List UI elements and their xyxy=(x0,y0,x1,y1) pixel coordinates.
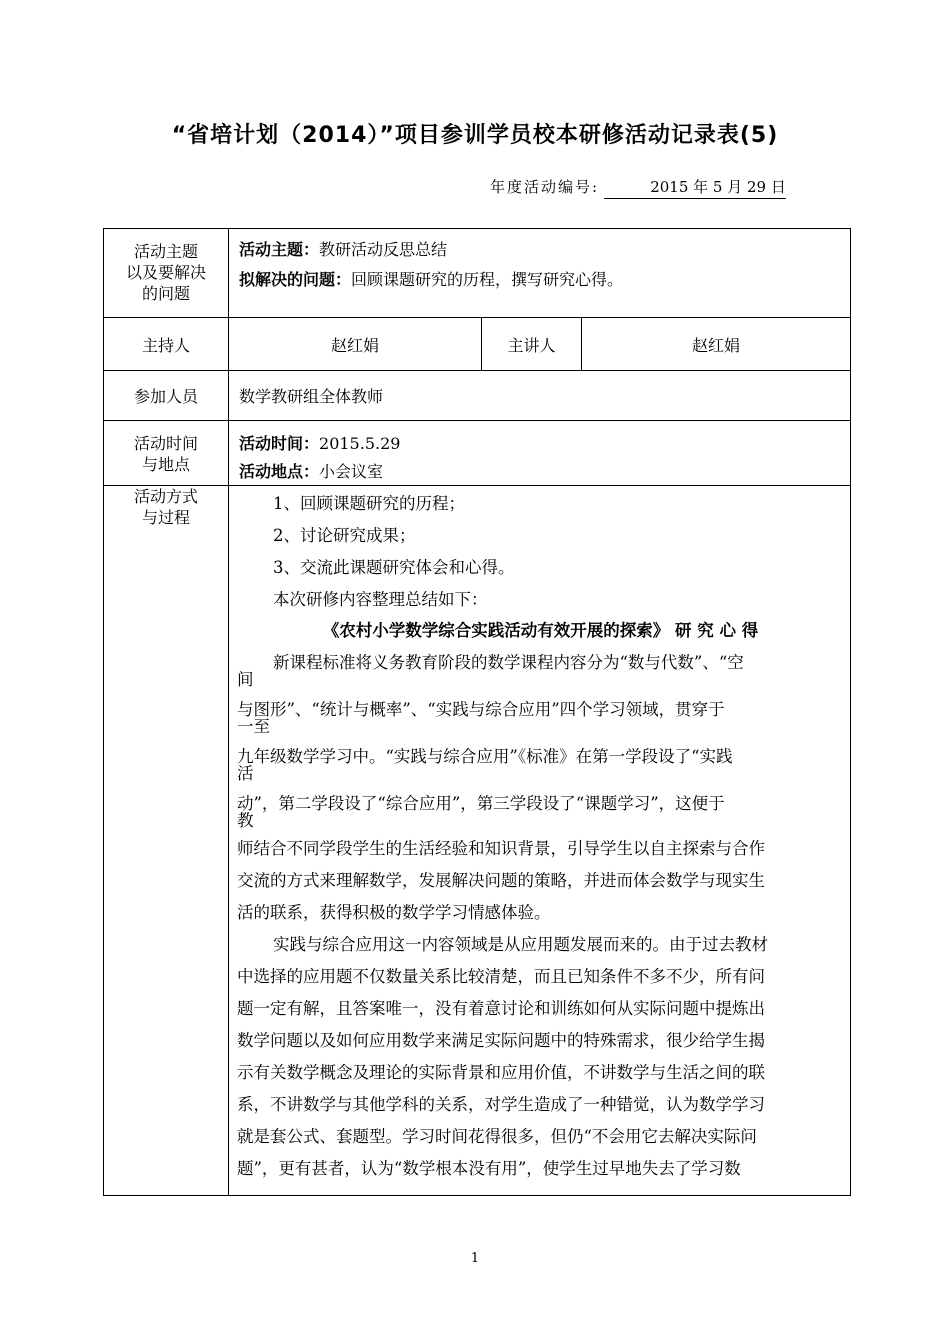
process-content-cell xyxy=(229,486,851,1196)
process-row xyxy=(104,486,851,1196)
problem-key: 拟解决的问题： xyxy=(239,270,352,289)
document-title: “省培计划（2014）”项目参训学员校本研修活动记录表(5) xyxy=(171,123,779,148)
p1-line-1: 新课程标准将义务教育阶段的数学课程内容分为“数与代数”、“空 xyxy=(273,653,744,672)
p1-line-7: 动”，第二学段设了“综合应用”，第三学段设了“课题学习”，这便于 xyxy=(237,794,725,813)
p1-line-5: 九年级数学学习中。“实践与综合应用”《标准》在第一学段设了“实践 xyxy=(237,747,733,766)
process-label-line-2: 与过程 xyxy=(141,508,190,527)
page-number: 1 xyxy=(470,1251,480,1266)
participants-label: 参加人员 xyxy=(104,371,229,421)
p1-line-8: 教 xyxy=(237,811,254,830)
problem-value: 回顾课题研究的历程，撰写研究心得。 xyxy=(351,270,624,289)
host-label: 主持人 xyxy=(104,318,229,371)
p1-line-4: 一至 xyxy=(237,717,270,736)
speaker-value: 赵红娟 xyxy=(582,318,851,371)
step-2: 2、讨论研究成果； xyxy=(273,526,416,545)
time-line xyxy=(239,429,840,459)
time-place-label-cell xyxy=(104,421,229,486)
participants-value: 数学教研组全体教师 xyxy=(229,371,851,421)
speaker-label: 主讲人 xyxy=(482,318,582,371)
theme-key: 活动主题： xyxy=(239,240,320,259)
time-place-label-line-1: 活动时间 xyxy=(133,434,198,453)
p2-line-6: 系，不讲数学与其他学科的关系，对学生造成了一种错觉，认为数学学习 xyxy=(237,1095,765,1114)
theme-row xyxy=(104,229,851,318)
theme-value: 教研活动反思总结 xyxy=(319,240,448,259)
p2-line-3: 题一定有解，且答案唯一，没有着意讨论和训练如何从实际问题中提炼出 xyxy=(237,999,765,1018)
host-value: 赵红娟 xyxy=(229,318,482,371)
article-title: 《农村小学数学综合实践活动有效开展的探索》 研 究 心 得 xyxy=(322,621,759,640)
theme-value-cell xyxy=(229,229,851,318)
host-row xyxy=(104,318,851,371)
p2-line-2: 中选择的应用题不仅数量关系比较清楚，而且已知条件不多不少，所有问 xyxy=(237,967,765,986)
theme-label-line-3: 的问题 xyxy=(141,284,190,303)
place-key: 活动地点： xyxy=(239,462,320,481)
activity-code-label: 年度活动编号: xyxy=(490,178,600,196)
time-place-value-cell xyxy=(229,421,851,486)
theme-line xyxy=(239,235,840,265)
participants-row xyxy=(104,371,851,421)
p2-line-8: 题”，更有甚者，认为“数学根本没有用”，使学生过早地失去了学习数 xyxy=(237,1159,741,1178)
step-1: 1、回顾课题研究的历程； xyxy=(273,494,465,513)
theme-label-line-2: 以及要解决 xyxy=(125,263,206,282)
paragraph-2 xyxy=(237,929,844,1185)
time-place-row xyxy=(104,421,851,486)
step-3: 3、交流此课题研究体会和心得。 xyxy=(273,558,515,577)
p2-line-1: 实践与综合应用这一内容领域是从应用题发展而来的。由于过去教材 xyxy=(273,935,768,954)
p1-line-6: 活 xyxy=(237,764,254,783)
problem-line xyxy=(239,265,840,295)
p1-line-3: 与图形”、“统计与概率”、“实践与综合应用”四个学习领域，贯穿于 xyxy=(237,700,725,719)
place-line xyxy=(239,459,840,485)
process-label-line-1: 活动方式 xyxy=(133,487,198,506)
place-value: 小会议室 xyxy=(319,462,384,481)
p2-line-7: 就是套公式、套题型。学习时间花得很多，但仍“不会用它去解决实际问 xyxy=(237,1127,757,1146)
theme-label-line-1: 活动主题 xyxy=(133,242,198,261)
activity-code-value: 2015 年 5 月 29 日 xyxy=(604,176,786,199)
theme-label-cell xyxy=(104,229,229,318)
p1-line-11: 活的联系，获得积极的数学学习情感体验。 xyxy=(237,903,551,922)
time-value: 2015.5.29 xyxy=(319,434,401,453)
time-place-label-line-2: 与地点 xyxy=(141,455,190,474)
process-label-cell xyxy=(104,486,229,1196)
activity-code-line xyxy=(490,176,786,199)
time-key: 活动时间： xyxy=(239,434,320,453)
p2-line-5: 示有关数学概念及理论的实际背景和应用价值，不讲数学与生活之间的联 xyxy=(237,1063,765,1082)
p1-line-2: 间 xyxy=(237,670,254,689)
summary-intro: 本次研修内容整理总结如下： xyxy=(273,590,488,609)
p2-line-4: 数学问题以及如何应用数学来满足实际问题中的特殊需求，很少给学生揭 xyxy=(237,1031,765,1050)
record-table xyxy=(103,228,851,1196)
p1-line-9: 师结合不同学段学生的生活经验和知识背景，引导学生以自主探索与合作 xyxy=(237,839,765,858)
paragraph-1 xyxy=(237,654,844,929)
p1-line-10: 交流的方式来理解数学，发展解决问题的策略，并进而体会数学与现实生 xyxy=(237,871,765,890)
